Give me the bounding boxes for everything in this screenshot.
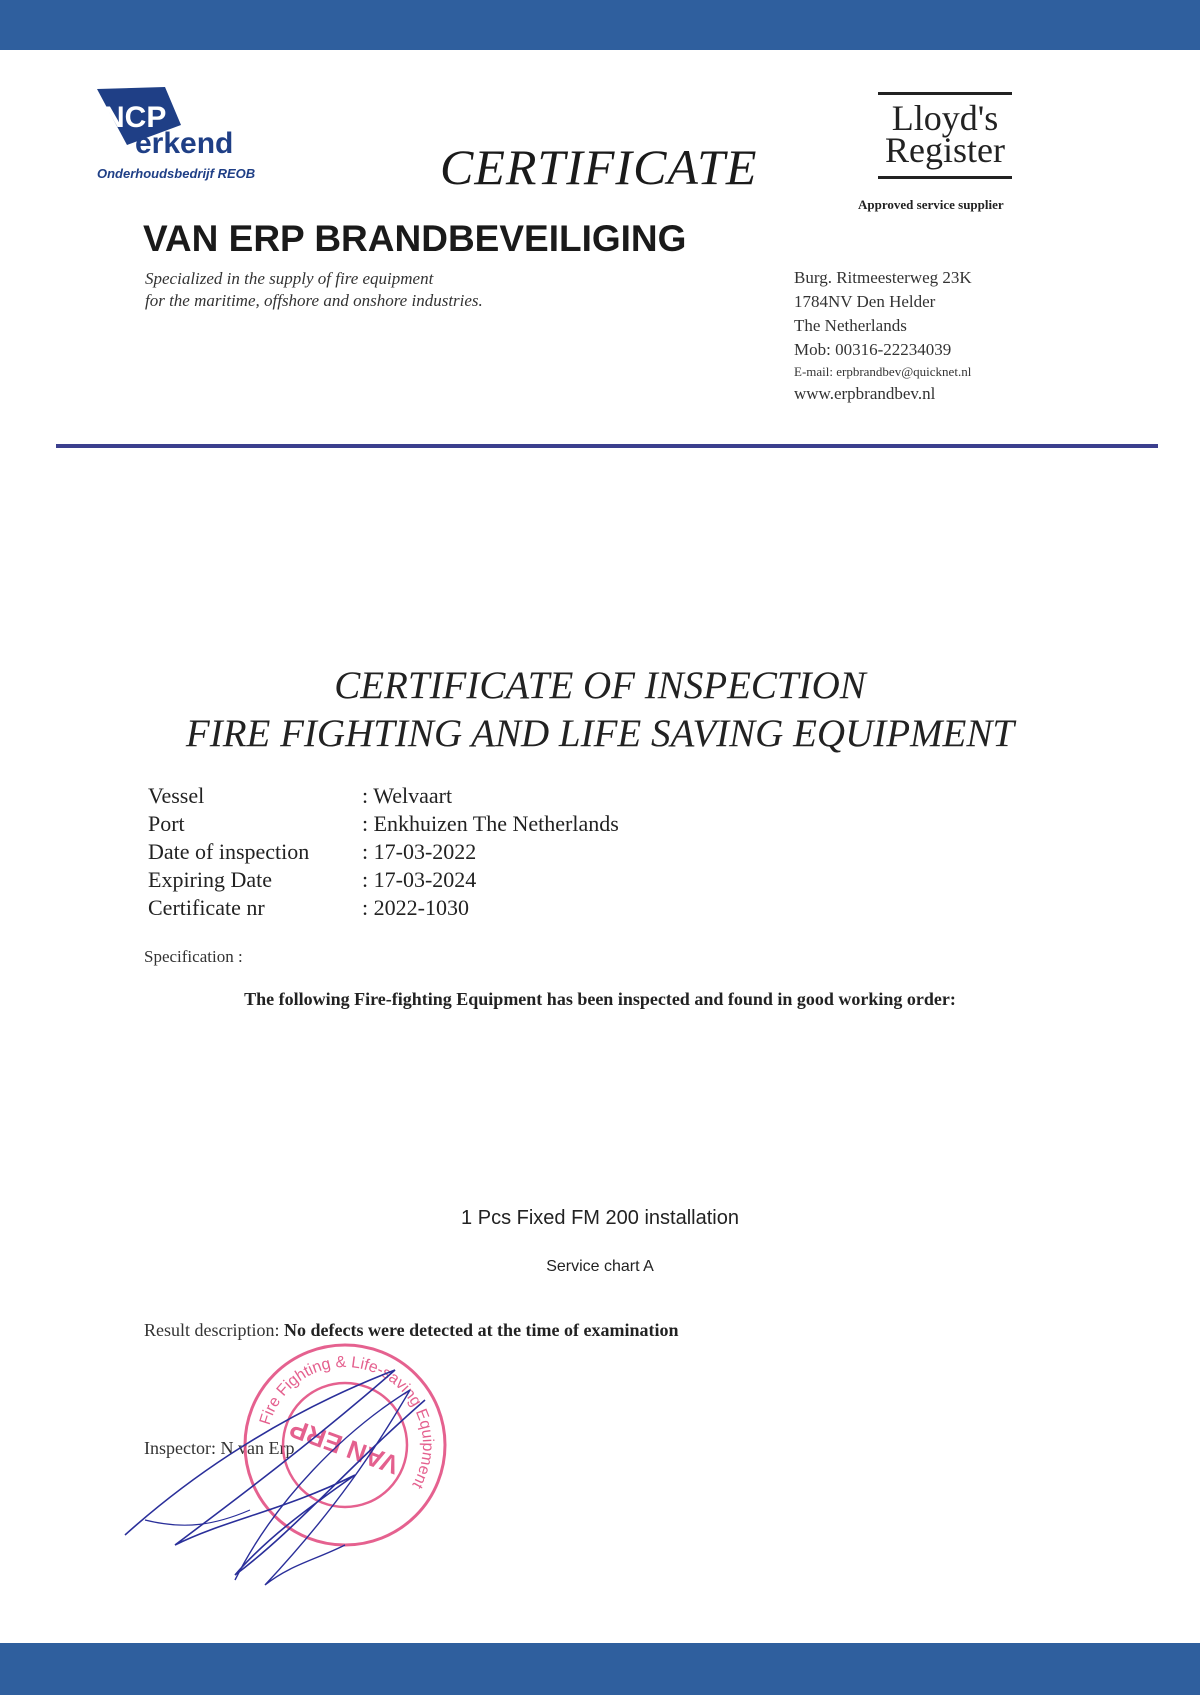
specification-label: Specification : — [144, 947, 243, 966]
document-title-line-1: CERTIFICATE OF INSPECTION — [334, 664, 866, 707]
company-address — [794, 266, 972, 406]
ncp-logo-text: NCP — [103, 101, 167, 134]
top-color-band — [0, 0, 1200, 50]
certificate-heading: CERTIFICATE — [440, 139, 758, 195]
field-label: Date of inspection — [148, 839, 310, 864]
stamp-center-text: VAN ERP — [285, 1413, 403, 1481]
service-chart: Service chart A — [546, 1258, 654, 1275]
address-mobile: Mob: 00316-22234039 — [794, 340, 952, 359]
approved-supplier-label: Approved service supplier — [858, 197, 1004, 212]
address-country: The Netherlands — [794, 316, 907, 335]
address-website: www.erpbrandbev.nl — [794, 384, 936, 403]
lloyds-register-logo — [870, 92, 1020, 180]
field-value: : 2022-1030 — [362, 895, 469, 920]
address-street: Burg. Ritmeesterweg 23K — [794, 268, 972, 287]
field-label: Port — [148, 811, 185, 836]
lloyds-logo-line-1: Lloyd's — [891, 98, 999, 138]
ncp-logo-subtext: erkend — [135, 127, 234, 160]
field-label: Vessel — [148, 783, 205, 808]
inspector-signature — [115, 1360, 455, 1600]
header-divider — [56, 444, 1158, 448]
result-label: Result description: — [144, 1320, 280, 1340]
equipment-item: 1 Pcs Fixed FM 200 installation — [461, 1207, 739, 1229]
field-label: Expiring Date — [148, 867, 273, 892]
field-value: : 17-03-2022 — [362, 839, 477, 864]
company-tagline — [145, 268, 483, 312]
field-label: Certificate nr — [148, 895, 265, 920]
stamp-ring-text: Fire Fighting & Life-saving Equipment — [256, 1353, 437, 1492]
address-email: E-mail: erpbrandbev@quicknet.nl — [794, 364, 972, 379]
tagline-line-1: Specialized in the supply of fire equipment — [145, 269, 434, 288]
inspection-statement: The following Fire-fighting Equipment has been inspected and found in good working order: — [244, 989, 956, 1009]
field-value: : Welvaart — [362, 783, 453, 808]
field-value: : Enkhuizen The Netherlands — [362, 811, 619, 836]
result-description — [144, 1320, 679, 1341]
inspector-line: Inspector: N van Erp — [144, 1438, 295, 1458]
result-value: No defects were detected at the time of examination — [283, 1320, 679, 1340]
address-postal-city: 1784NV Den Helder — [794, 292, 936, 311]
bottom-color-band — [0, 1643, 1200, 1695]
ncp-caption: Onderhoudsbedrijf REOB — [97, 166, 256, 181]
lloyds-logo-line-2: Register — [885, 130, 1005, 170]
field-value: : 17-03-2024 — [362, 867, 477, 892]
tagline-line-2: for the maritime, offshore and onshore industries. — [145, 291, 483, 310]
document-title-line-2: FIRE FIGHTING AND LIFE SAVING EQUIPMENT — [185, 712, 1015, 755]
company-name: VAN ERP BRANDBEVEILIGING — [143, 218, 687, 259]
